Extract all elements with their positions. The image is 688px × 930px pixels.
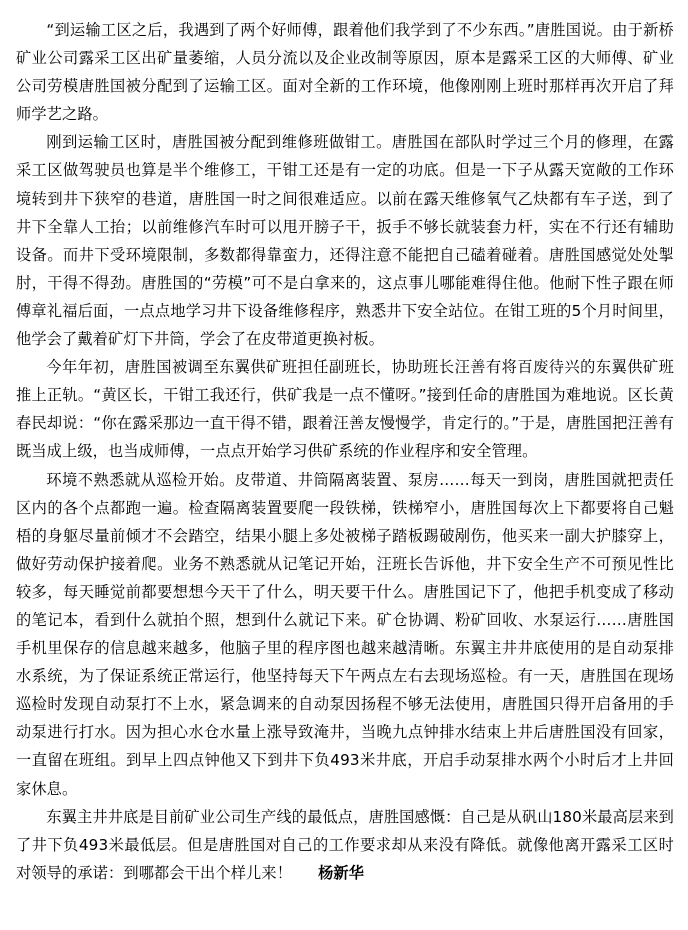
paragraph-3: 今年年初，唐胜国被调至东翼供矿班担任副班长，协助班长汪善有将百废待兴的东翼供矿班推上正轨。“黄区长，干钳工我还行，供矿我是一点不懂呀。”接到任命的唐胜国为难地说。区长黄春民却说：“你在露采那边一直干得不错，跟着汪善友慢慢学，肯定行的。”于是，唐胜国把汪善有既当成上级，也当成师傅，一点点开始学习供矿系统的作业程序和安全管理。 — [16, 358, 674, 461]
paragraph-4: 环境不熟悉就从巡检开始。皮带道、井筒隔离装置、泵房……每天一到岗，唐胜国就把责任区内的各个点都跑一遍。检查隔离装置要爬一段铁梯，铁梯窄小，唐胜国每次上下都要将自己魁梧的身躯尽量前倾才不会踏空，结果小腿上多处被梯子踏板踢破剐伤，他买来一副大护膝穿上，做好劳动保护接着爬。业务不熟悉就从记笔记开始，汪班长告诉他，井下安全生产不可预见性比较多，每天睡觉前都要想想今天干了什么，明天要干什么。唐胜国记下了，他把手机变成了移动的笔记本，看到什么就拍个照，想到什么就记下来。矿仓协调、粉矿回收、水泵运行……唐胜国手机里保存的信息越来越多，他脑子里的程序图也越来越清晰。东翼主井井底使用的是自动泵排水系统，为了保证系统正常运行，他坚持每天下午两点左右去现场巡检。有一天，唐胜国在现场巡检时发现自动泵打不上水，紧急调来的自动泵因扬程不够无法使用，唐胜国只得开启备用的手动泵进行打水。因为担心水仓水量上涨导致淹井，当晚九点钟排水结束上井后唐胜国没有回家，一直留在班组。到早上四点钟他又下到井下负493米井底，开启手动泵排水两个小时后才上井回家休息。 — [16, 470, 674, 798]
paragraph-5 — [16, 803, 674, 887]
paragraph-1: “到运输工区之后，我遇到了两个好师傅，跟着他们我学到了不少东西。”唐胜国说。由于新桥矿业公司露采工区出矿量萎缩，人员分流以及企业改制等原因，原本是露采工区的大师傅、矿业公司劳模唐胜国被分配到了运输工区。面对全新的工作环境，他像刚刚上班时那样再次开启了拜师学艺之路。 — [16, 21, 674, 124]
paragraph-5-text: 东翼主井井底是目前矿业公司生产线的最低点，唐胜国感慨：自己是从矾山180米最高层来到了井下负493米最低层。但是唐胜国对自己的工作要求却从来没有降低。就像他离开露采工区时对领导的承诺：到哪都会干出个样儿来！ — [16, 807, 674, 882]
author-signature: 杨新华 — [318, 863, 365, 882]
paragraph-2: 刚到运输工区时，唐胜国被分配到维修班做钳工。唐胜国在部队时学过三个月的修理，在露采工区做驾驶员也算是半个维修工，干钳工还是有一定的功底。但是一下子从露天宽敞的工作环境转到井下狭窄的巷道，唐胜国一时之间很难适应。以前在露天维修氧气乙炔都有车子送，到了井下全靠人工抬；以前维修汽车时可以甩开膀子干，扳手不够长就装套力杆，实在不行还有辅助设备。而井下受环境限制，多数都得靠蛮力，还得注意不能把自己磕着碰着。唐胜国感觉处处掣肘，干得不得劲。唐胜国的“劳模”可不是白拿来的，这点事儿哪能难得住他。他耐下性子跟在师傅章礼福后面，一点点地学习井下设备维修程序，熟悉井下安全站位。在钳工班的5个月时间里，他学会了戴着矿灯下井筒，学会了在皮带道更换衬板。 — [16, 133, 674, 349]
